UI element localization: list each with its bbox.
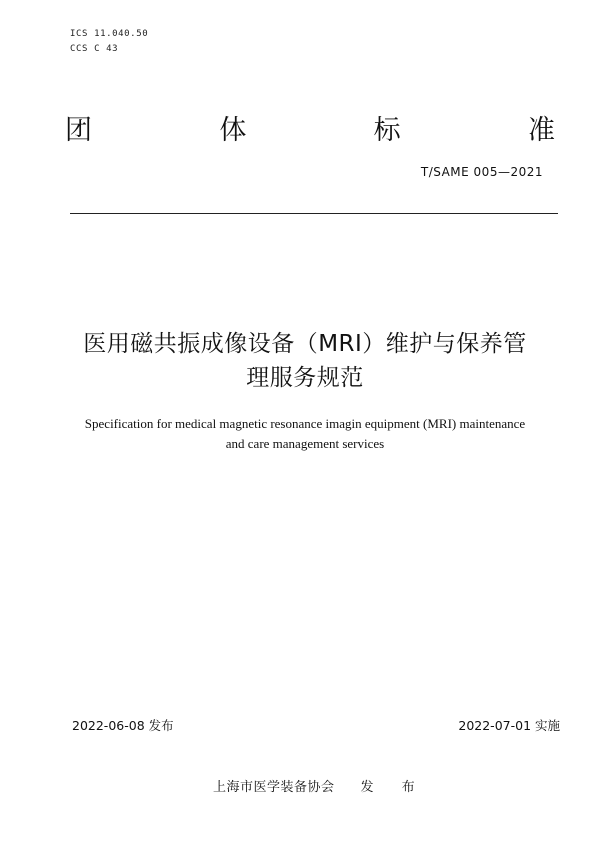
- title-english-line-1: Specification for medical magnetic resonance imagin equipment (MRI) maintenance: [84, 416, 526, 431]
- title-chinese-line-2: 理服务规范: [246, 365, 364, 391]
- implementation-date: 2022-07-01 实施: [458, 718, 560, 733]
- title-english-line-2: and care management services: [225, 436, 385, 451]
- publisher-issued: 发 布: [360, 780, 427, 795]
- title-chinese: [40, 327, 570, 395]
- publisher-org: 上海市医学装备协会: [213, 780, 335, 795]
- header-divider: [70, 213, 558, 214]
- standard-type-char: 准: [527, 115, 555, 146]
- ccs-code: CCS C 43: [70, 44, 119, 54]
- standard-type-heading: [65, 114, 555, 148]
- issue-date: 2022-06-08 发布: [72, 718, 174, 733]
- standard-type-char: 团: [65, 115, 92, 146]
- standard-type-char: 体: [219, 115, 247, 146]
- ics-code: ICS 11.040.50: [70, 29, 149, 39]
- title-chinese-line-1: 医用磁共振成像设备（MRI）维护与保养管: [83, 331, 527, 357]
- standard-number: T/SAME 005—2021: [420, 165, 543, 179]
- title-english: [40, 414, 570, 454]
- publisher: [213, 776, 427, 795]
- standard-type-char: 标: [373, 115, 401, 146]
